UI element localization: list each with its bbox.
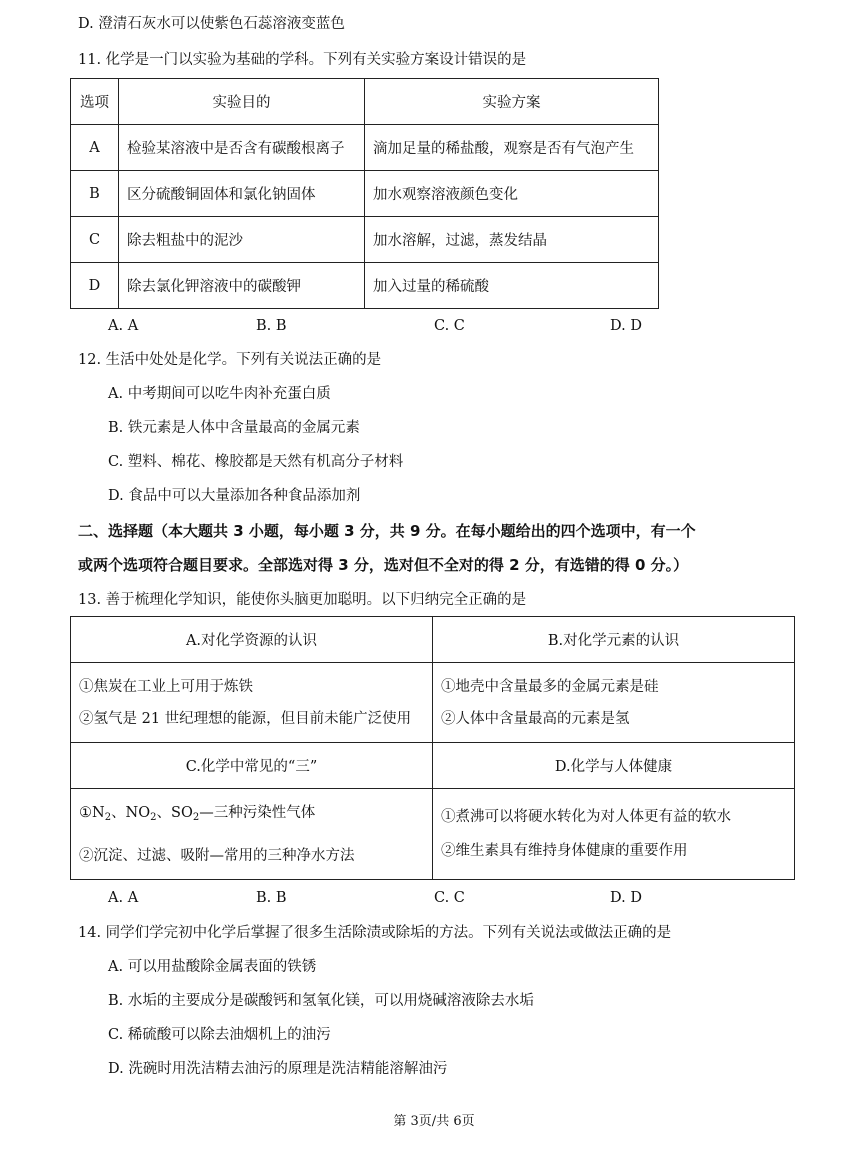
row-label: A <box>71 125 119 171</box>
q12-option-c[interactable]: C. 塑料、棉花、橡胶都是天然有机高分子材料 <box>108 454 404 470</box>
q13-answer-d[interactable]: D. D <box>610 890 642 906</box>
section-heading-line2: 或两个选项符合题目要求。全部选对得 3 分，选对但不全对的得 2 分，有选错的得 0 分。） <box>78 556 689 574</box>
q11-answer-c[interactable]: C. C <box>434 318 465 334</box>
cell-b-body <box>433 663 795 743</box>
header-purpose: 实验目的 <box>119 79 365 125</box>
cell-c-item-2: ②沉淀、过滤、吸附—常用的三种净水方法 <box>79 847 355 864</box>
cell-d-body <box>433 789 795 880</box>
page-footer: 第 3页/共 6页 <box>393 1114 475 1129</box>
row-plan: 加水观察溶液颜色变化 <box>365 171 659 217</box>
q12-option-d[interactable]: D. 食品中可以大量添加各种食品添加剂 <box>108 488 361 504</box>
q12-stem: 12. 生活中处处是化学。下列有关说法正确的是 <box>78 352 382 368</box>
cell-a-item-2: ②氢气是 21 世纪理想的能源，但目前未能广泛使用 <box>79 710 412 727</box>
table-row <box>71 743 795 789</box>
section-heading-line1: 二、选择题（本大题共 3 小题，每小题 3 分，共 9 分。在每小题给出的四个选项中，有一个 <box>78 522 696 540</box>
row-plan: 加入过量的稀硫酸 <box>365 263 659 309</box>
cell-b-item-1: ①地壳中含量最多的金属元素是硅 <box>441 678 659 695</box>
cell-b-title: B.对化学元素的认识 <box>433 617 795 663</box>
row-purpose: 除去粗盐中的泥沙 <box>119 217 365 263</box>
cell-d-item-1: ①煮沸可以将硬水转化为对人体更有益的软水 <box>441 809 731 825</box>
table-row <box>71 789 795 880</box>
row-plan: 滴加足量的稀盐酸，观察是否有气泡产生 <box>365 125 659 171</box>
table-row <box>71 171 659 217</box>
q14-option-a[interactable]: A. 可以用盐酸除金属表面的铁锈 <box>108 959 317 975</box>
q11-answer-d[interactable]: D. D <box>610 318 642 334</box>
q12-option-b[interactable]: B. 铁元素是人体中含量最高的金属元素 <box>108 420 360 436</box>
cell-a-body <box>71 663 433 743</box>
header-plan: 实验方案 <box>365 79 659 125</box>
table-row <box>71 617 795 663</box>
cell-d-title: D.化学与人体健康 <box>433 743 795 789</box>
cell-b-item-2: ②人体中含量最高的元素是氢 <box>441 710 630 727</box>
q10-option-d: D. 澄清石灰水可以使紫色石蕊溶液变蓝色 <box>78 16 345 32</box>
formula-text: 、SO <box>156 804 193 821</box>
q11-table <box>70 78 659 309</box>
q13-answer-a[interactable]: A. A <box>108 890 139 906</box>
q11-answer-b[interactable]: B. B <box>256 318 287 334</box>
formula-text: ①N <box>79 804 105 821</box>
cell-a-title: A.对化学资源的认识 <box>71 617 433 663</box>
table-header-row <box>71 79 659 125</box>
q13-table <box>70 616 795 880</box>
row-label: D <box>71 263 119 309</box>
cell-c-title: C.化学中常见的“三” <box>71 743 433 789</box>
subscript: 2 <box>150 811 157 823</box>
cell-c-item-1 <box>79 794 424 837</box>
row-label: C <box>71 217 119 263</box>
subscript: 2 <box>104 811 112 823</box>
formula-text: —三种污染性气体 <box>199 804 316 821</box>
q14-option-d[interactable]: D. 洗碗时用洗洁精去油污的原理是洗洁精能溶解油污 <box>108 1061 448 1077</box>
q14-option-b[interactable]: B. 水垢的主要成分是碳酸钙和氢氧化镁，可以用烧碱溶液除去水垢 <box>108 993 534 1009</box>
table-row <box>71 263 659 309</box>
table-row <box>71 217 659 263</box>
q13-answer-b[interactable]: B. B <box>256 890 287 906</box>
q12-option-a[interactable]: A. 中考期间可以吃牛肉补充蛋白质 <box>108 386 331 402</box>
q11-answer-a[interactable]: A. A <box>108 318 139 334</box>
header-option: 选项 <box>71 79 119 125</box>
q13-stem: 13. 善于梳理化学知识，能使你头脑更加聪明。以下归纳完全正确的是 <box>78 592 527 608</box>
formula-text: 、NO <box>111 804 151 821</box>
table-row <box>71 125 659 171</box>
q11-stem: 11. 化学是一门以实验为基础的学科。下列有关实验方案设计错误的是 <box>78 52 527 68</box>
cell-c-body <box>71 789 433 880</box>
row-purpose: 除去氯化钾溶液中的碳酸钾 <box>119 263 365 309</box>
q14-stem: 14. 同学们学完初中化学后掌握了很多生活除渍或除垢的方法。下列有关说法或做法正确的是 <box>78 925 672 941</box>
q13-answer-c[interactable]: C. C <box>434 890 465 906</box>
row-purpose: 检验某溶液中是否含有碳酸根离子 <box>119 125 365 171</box>
q14-option-c[interactable]: C. 稀硫酸可以除去油烟机上的油污 <box>108 1027 331 1043</box>
row-plan: 加水溶解，过滤，蒸发结晶 <box>365 217 659 263</box>
cell-a-item-1: ①焦炭在工业上可用于炼铁 <box>79 678 253 695</box>
cell-d-item-2: ②维生素具有维持身体健康的重要作用 <box>441 843 688 859</box>
subscript: 2 <box>192 811 200 823</box>
row-label: B <box>71 171 119 217</box>
table-row <box>71 663 795 743</box>
row-purpose: 区分硫酸铜固体和氯化钠固体 <box>119 171 365 217</box>
